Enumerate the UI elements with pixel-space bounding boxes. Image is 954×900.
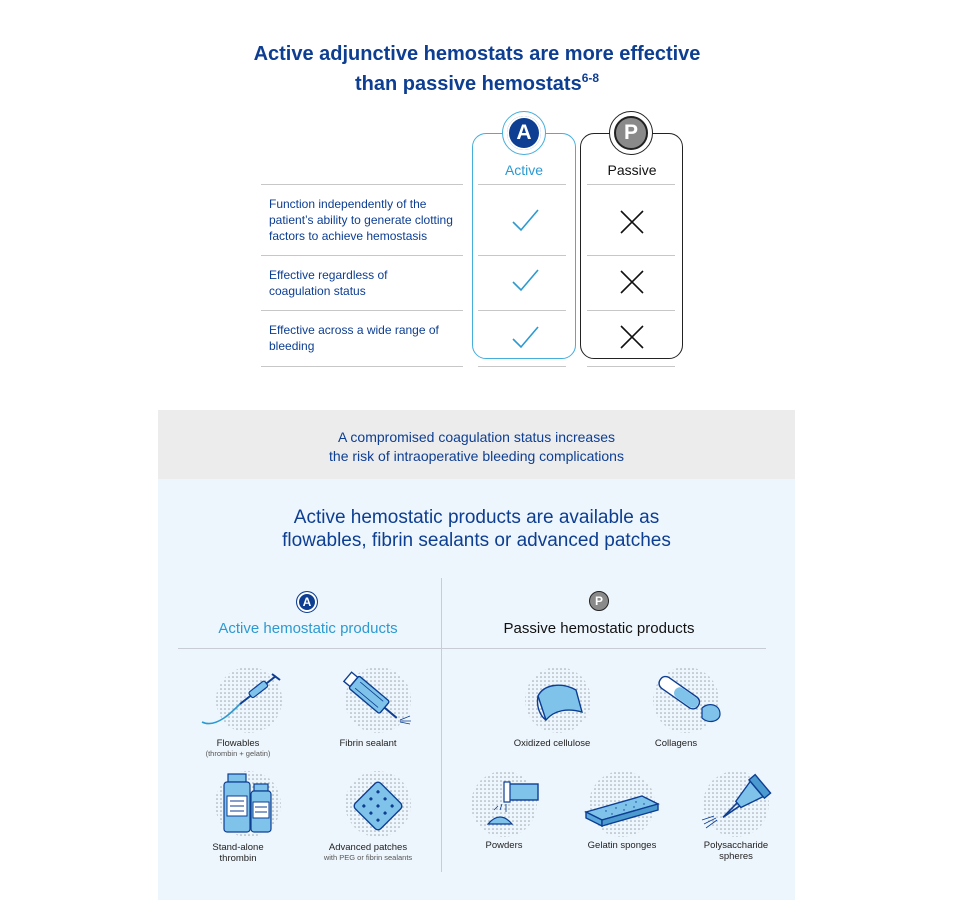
- vials-icon: [188, 770, 288, 840]
- product-label: Polysaccharide spheres: [703, 840, 769, 862]
- active-column-header: Active: [504, 162, 544, 178]
- syringe-icon: [188, 664, 288, 736]
- product-label: Gelatin sponges: [587, 840, 657, 851]
- row-label-wide-range: Effective across a wide range of bleeding: [269, 323, 439, 353]
- row-label-regardless-coagulation: Effective regardless of coagulation status: [269, 268, 388, 298]
- cellulose-sheet-icon: [492, 664, 612, 736]
- row-divider: [587, 255, 675, 256]
- product-gelatin-sponges: [562, 768, 682, 851]
- product-advanced-patches: [308, 770, 428, 862]
- check-icon: [510, 265, 540, 295]
- sealant-applicator-icon: [318, 664, 418, 736]
- row-divider: [478, 310, 566, 311]
- sponge-icon: [562, 768, 682, 838]
- product-flowables: [178, 664, 298, 758]
- product-polysaccharide-spheres: [676, 768, 796, 862]
- row-divider: [261, 184, 463, 185]
- row-divider: [261, 366, 463, 367]
- row-divider: [478, 255, 566, 256]
- powder-shaker-icon: [444, 768, 564, 838]
- check-icon: [510, 322, 540, 352]
- active-badge: A: [507, 116, 541, 150]
- product-label: Fibrin sealant: [339, 738, 397, 749]
- product-collagens: [616, 664, 736, 749]
- product-label: Advanced patches: [328, 842, 408, 853]
- sphere-applicator-icon: [676, 768, 796, 838]
- product-label: Oxidized cellulose: [513, 738, 591, 749]
- patch-icon: [318, 770, 418, 840]
- check-icon: [510, 205, 540, 235]
- active-group-badge: A: [296, 591, 318, 613]
- row-divider: [261, 255, 463, 256]
- cross-icon: [617, 322, 647, 352]
- passive-group-badge: P: [589, 591, 609, 611]
- title-line-2: than passive hemostats$^{6-8}$: [354, 71, 600, 95]
- product-label: Flowables: [216, 738, 260, 749]
- row-divider: [478, 366, 566, 367]
- passive-group-title: Passive hemostatic products: [503, 620, 695, 637]
- product-stand-alone-thrombin: [178, 770, 298, 864]
- info-band-text: A compromised coagulation status increases the risk of intraoperative bleeding complications: [329, 429, 624, 464]
- passive-badge: P: [614, 116, 648, 150]
- row-divider: [261, 310, 463, 311]
- product-label: Powders: [485, 840, 523, 851]
- page-title: [0, 42, 954, 96]
- product-sublabel: (thrombin + gelatin): [205, 749, 271, 758]
- row-divider: [587, 366, 675, 367]
- title-line-1: Active adjunctive hemostats are more effective: [253, 43, 701, 65]
- cross-icon: [617, 207, 647, 237]
- passive-column-header: Passive: [607, 162, 657, 178]
- collagen-tube-icon: [616, 664, 736, 736]
- group-divider-vertical: [441, 578, 442, 872]
- product-label: Stand-alone thrombin: [212, 842, 264, 864]
- cross-icon: [617, 267, 647, 297]
- title-reference: 6-8: [581, 71, 600, 85]
- row-divider: [587, 184, 675, 185]
- active-group-title: Active hemostatic products: [218, 620, 398, 637]
- product-sublabel: with PEG or fibrin sealants: [323, 853, 413, 862]
- products-panel-title: Active hemostatic products are available as flowables, fibrin sealants or advanced patches: [282, 507, 671, 551]
- group-divider-horizontal: [178, 648, 766, 649]
- product-oxidized-cellulose: [492, 664, 612, 749]
- product-powders: [444, 768, 564, 851]
- row-divider: [587, 310, 675, 311]
- row-divider: [478, 184, 566, 185]
- product-label: Collagens: [654, 738, 698, 749]
- row-label-independent-function: Function independently of the patient’s ability to generate clotting factors to achieve hemostasis: [269, 197, 453, 243]
- product-fibrin-sealant: [308, 664, 428, 749]
